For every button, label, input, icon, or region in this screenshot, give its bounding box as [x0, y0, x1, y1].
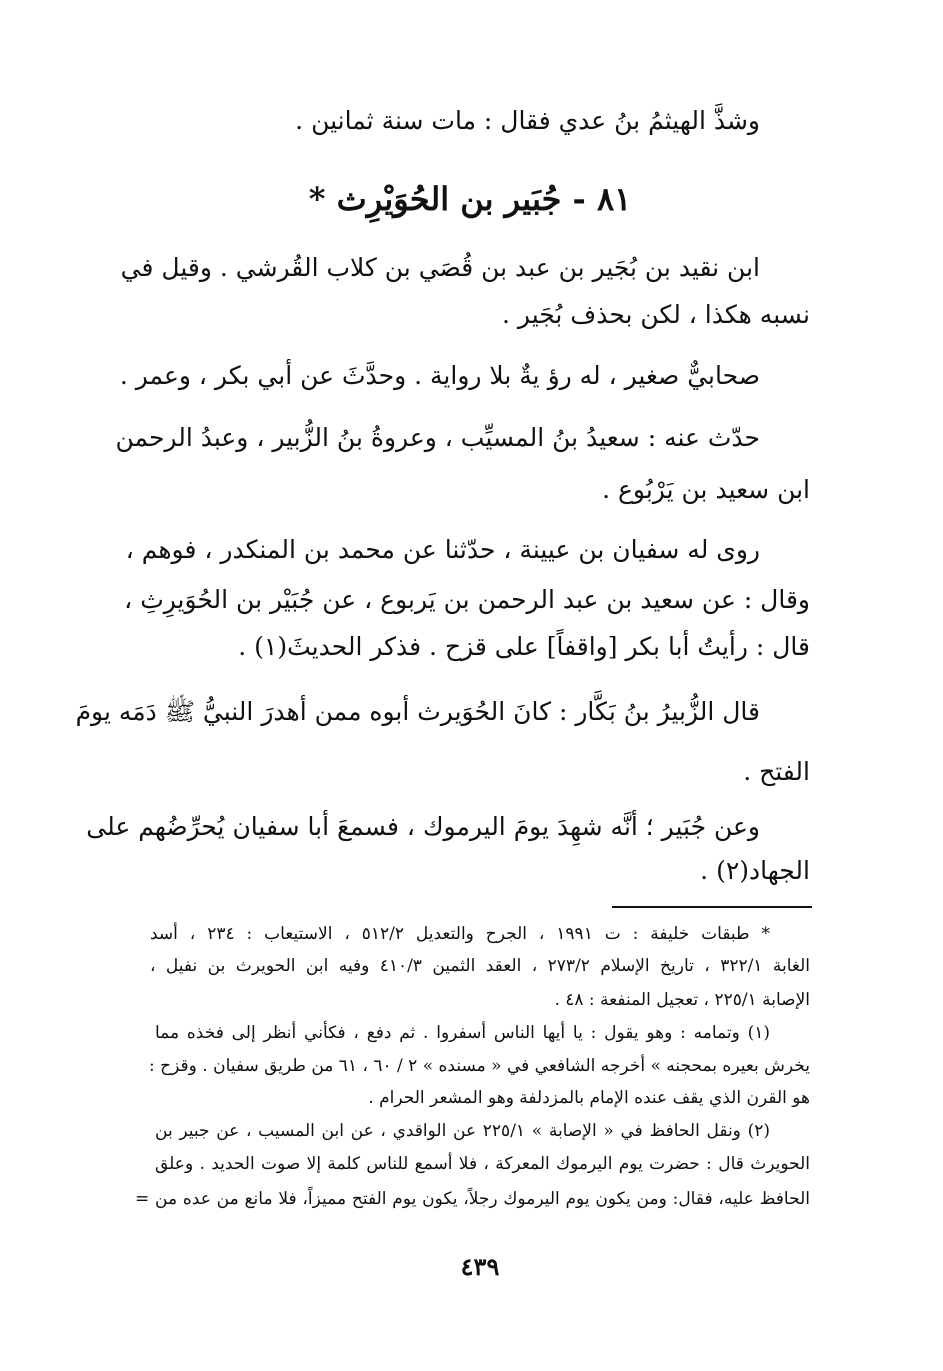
para4-line1: روى له سفيان بن عيينة ، حدّثنا عن محمد بن المنكدر ، فوهم ، [125, 535, 760, 564]
para1-line1: ابن نقيد بن بُجَير بن عبد بن قُصَي بن كلاب القُرشي . وقيل في [120, 253, 760, 282]
footnote-star-line1: * طبقات خليفة : ت ١٩٩١ ، الجرح والتعديل ٥١٢/٢ ، الاستيعاب : ٢٣٤ ، أسد [150, 924, 770, 944]
footnote-1-line2: يخرش بعيره بمحجنه » أخرجه الشافعي في « مسنده » ٢ / ٦٠ ، ٦١ من طريق سفيان . وقزح : [149, 1056, 810, 1076]
footnote-2-line2: الحويرث قال : حضرت يوم اليرموك المعركة ، فلا أسمع للناس كلمة إلا صوت الحديد . وعلق [155, 1154, 810, 1174]
footnote-star-line3: الإصابة ٢٢٥/١ ، تعجيل المنفعة : ٤٨ . [554, 990, 810, 1010]
footnote-star-line2: الغابة ٣٢٢/١ ، تاريخ الإسلام ٢٧٣/٢ ، العقد الثمين ٤١٠/٣ وفيه ابن الحويرث بن نفيل ، [150, 956, 810, 976]
para4-line3: قال : رأيتُ أبا بكر [واقفاً] على قزح . فذكر الحديثَ(١) . [238, 632, 810, 661]
footnote-2-line1: (٢) ونقل الحافظ في « الإصابة » ٢٢٥/١ عن الواقدي ، عن ابن المسيب ، عن جبير بن [155, 1121, 770, 1141]
intro-line: وشذَّ الهيثمُ بنُ عدي فقال : مات سنة ثمانين . [295, 106, 760, 135]
para6-line1: وعن جُبَير ؛ أنَّه شهِدَ يومَ اليرموك ، فسمعَ أبا سفيان يُحرِّضُهم على [86, 812, 760, 841]
footnote-2-line3: الحافظ عليه، فقال: ومن يكون يوم اليرموك رجلاً، يكون يوم الفتح مميزاً، فلا مانع من عده من = [135, 1189, 810, 1209]
para6-line2: الجهاد(٢) . [700, 856, 810, 885]
footnote-1-line3: هو القرن الذي يقف عنده الإمام بالمزدلفة وهو المشعر الحرام . [368, 1088, 810, 1108]
footnote-separator [612, 906, 812, 908]
entry-heading: ٨١ - جُبَير بن الحُوَيْرِث * [308, 180, 632, 218]
para4-line2: وقال : عن سعيد بن عبد الرحمن بن يَربوع ، عن جُبَيْر بن الحُوَيرِثِ ، [124, 585, 810, 614]
para3-line2: ابن سعيد بن يَرْبُوع . [602, 475, 810, 504]
para1-line2: نسبه هكذا ، لكن بحذف بُجَير . [502, 300, 810, 329]
para2-line1: صحابيٌّ صغير ، له رؤ يةٌ بلا رواية . وحدَّثَ عن أبي بكر ، وعمر . [119, 361, 760, 390]
footnote-1-line1: (١) وتمامه : وهو يقول : يا أيها الناس أسفروا . ثم دفع ، فكأني أنظر إلى فخذه مما [155, 1023, 770, 1043]
para3-line1: حدّث عنه : سعيدُ بنُ المسيِّب ، وعروةُ بنُ الزُّبير ، وعبدُ الرحمن [115, 423, 760, 452]
page-number: ٤٣٩ [460, 1252, 500, 1281]
para5-line1: قال الزُّبيرُ بنُ بَكَّار : كانَ الحُوَيرث أبوه ممن أهدرَ النبيُّ ﷺ دَمَه يومَ [75, 697, 760, 726]
para5-line2: الفتح . [743, 757, 810, 786]
